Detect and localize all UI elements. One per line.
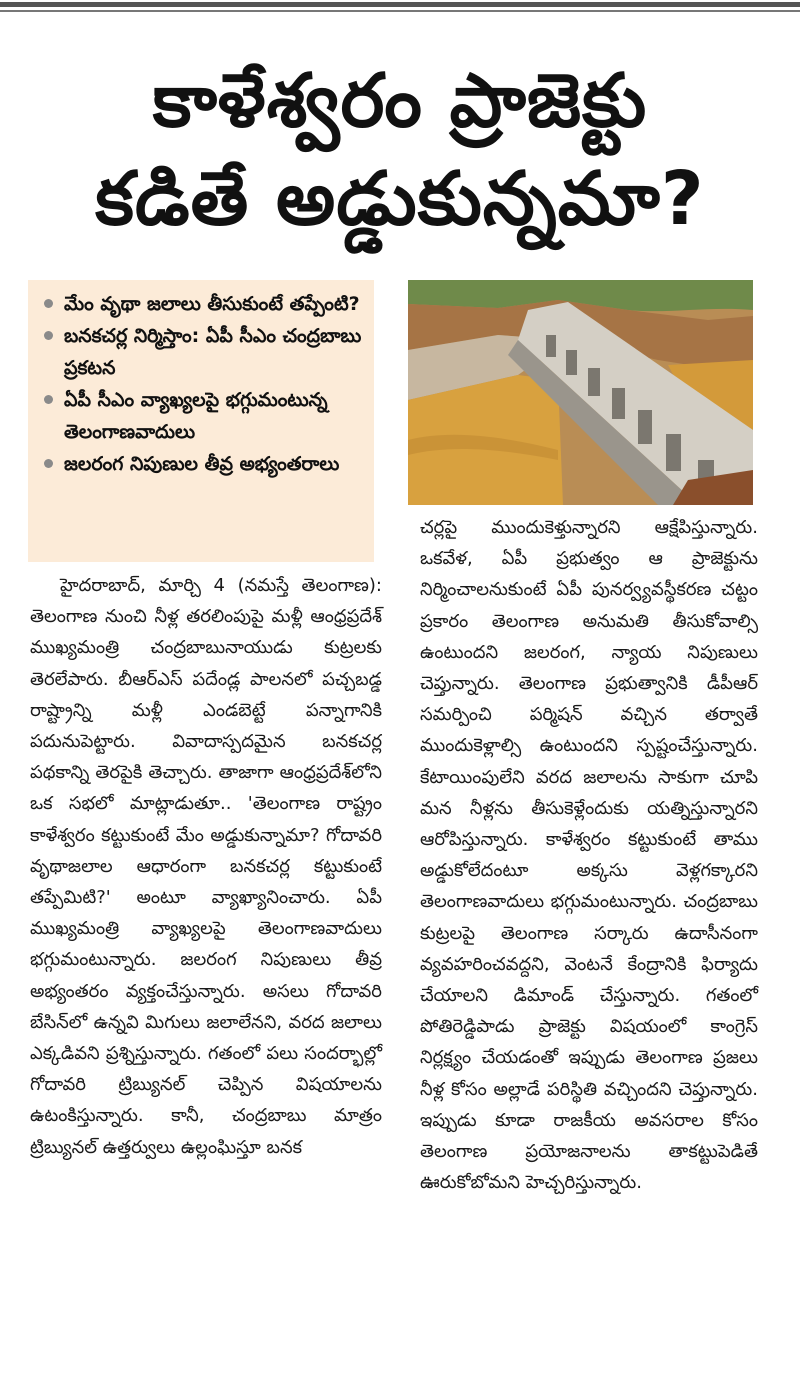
- bullet-icon: [44, 395, 53, 404]
- highlight-text: జలరంగ నిపుణుల తీవ్ర అభ్యంతరాలు: [64, 453, 340, 475]
- highlights-list: [40, 288, 364, 480]
- article-left-text: హైదరాబాద్, మార్చి 4 (నమస్తే తెలంగాణ): తెలంగాణ నుంచి నీళ్ల తరలింపుపై మళ్లీ ఆంధ్రప్రదేశ్ ముఖ్యమంత్రి చంద్రబాబునాయుడు కుట్రలకు తెరలేపారు. బీఆర్ఎస్ పదేండ్ల పాలనలో పచ్చబడ్డ రాష్ట్రాన్ని మళ్లీ ఎండబెట్టే పన్నాగానికి పదునుపెట్టారు. వివాదాస్పదమైన బనకచర్ల పథకాన్ని తెరపైకి తెచ్చారు. తాజాగా ఆంధ్రప్రదేశ్‌లోని ఒక సభలో మాట్లాడుతూ.. 'తెలంగాణ రాష్ట్రం కాళేశ్వరం కట్టుకుంటే మేం అడ్డుకున్నామా? గోదావరి వృథాజలాల ఆధారంగా బనకచర్ల కట్టుకుంటే తప్పేమిటి?' అంటూ వ్యాఖ్యానించారు. ఏపీ ముఖ్యమంత్రి వ్యాఖ్యలపై తెలంగాణవాదులు భగ్గుమంటున్నారు. జలరంగ నిపుణులు తీవ్ర అభ్యంతరం వ్యక్తంచేస్తున్నారు. అసలు గోదావరి బేసిన్‌లో ఉన్నవి మిగులు జలాలేనని, వరద జలాలు ఎక్కడివని ప్రశ్నిస్తున్నారు. గతంలో పలు సందర్భాల్లో గోదావరి ట్రిబ్యునల్ చెప్పిన విషయాలను ఉటంకిస్తున్నారు. కానీ, చంద్రబాబు మాత్రం ట్రిబ్యునల్ ఉత్తర్వులు ఉల్లంఘిస్తూ బనక: [30, 575, 382, 1158]
- bullet-icon: [44, 459, 53, 468]
- highlights-box: [28, 280, 374, 562]
- bullet-icon: [44, 331, 53, 340]
- dam-photo: [408, 280, 753, 505]
- article-right-text: చర్లపై ముందుకెళ్తున్నారని ఆక్షేపిస్తున్నారు. ఒకవేళ, ఏపీ ప్రభుత్వం ఆ ప్రాజెక్టును నిర్మించాలనుకుంటే ఏపీ పునర్వ్యవస్థీకరణ చట్టం ప్రకారం తెలంగాణ అనుమతి తీసుకోవాల్సి ఉంటుందని జలరంగ, న్యాయ నిపుణులు చెప్తున్నారు. తెలంగాణ ప్రభుత్వానికి డీపీఆర్ సమర్పించి పర్మిషన్ వచ్చిన తర్వాతే ముందుకెళ్లాల్సి ఉంటుందని స్పష్టంచేస్తున్నారు. కేటాయింపులేని వరద జలాలను సాకుగా చూపి మన నీళ్లను తీసుకెళ్లేందుకు యత్నిస్తున్నారని ఆరోపిస్తున్నారు. కాళేశ్వరం కట్టుకుంటే తాము అడ్డుకోలేదంటూ అక్కసు వెళ్లగక్కారని తెలంగాణవాదులు భగ్గుమంటున్నారు. చంద్రబాబు కుట్రలపై తెలంగాణ సర్కారు ఉదాసీనంగా వ్యవహరించవద్దని, వెంటనే కేంద్రానికి ఫిర్యాదు చేయాలని డిమాండ్ చేస్తున్నారు. గతంలో పోతిరెడ్డిపాడు ప్రాజెక్టు విషయంలో కాంగ్రెస్ నిర్లక్ష్యం చేయడంతో ఇప్పుడు తెలంగాణ ప్రజలు నీళ్ల కోసం అల్లాడే పరిస్థితి వచ్చిందని చెప్తున్నారు. ఇప్పుడు కూడా రాజకీయ అవసరాల కోసం తెలంగాణ ప్రయోజనాలను తాకట్టుపెడితే ఊరుకోబోమని హెచ్చరిస్తున్నారు.: [420, 517, 758, 1194]
- headline: [20, 52, 780, 248]
- highlight-text: మేం వృథా జలాలు తీసుకుంటే తప్పేంటి?: [64, 293, 360, 315]
- article-left-column: [30, 570, 382, 1163]
- top-rule: [0, 2, 800, 7]
- bullet-icon: [44, 299, 53, 308]
- highlight-item: [40, 320, 364, 384]
- highlight-item: [40, 384, 364, 448]
- dam-barrage-illustration: [408, 280, 753, 505]
- article-right-column: [420, 512, 758, 1198]
- highlight-item: [40, 448, 364, 480]
- headline-line-1: కాళేశ్వరం ప్రాజెక్టు: [152, 58, 648, 144]
- highlight-text: ఏపీ సీఎం వ్యాఖ్యలపై భగ్గుమంటున్న తెలంగాణవాదులు: [64, 389, 328, 443]
- headline-line-2: కడితే అడ్డుకున్నమా?: [95, 156, 705, 242]
- top-rule-thin: [0, 10, 800, 12]
- highlight-text: బనకచర్ల నిర్మిస్తాం: ఏపీ సీఎం చంద్రబాబు ప్రకటన: [64, 325, 362, 379]
- highlight-item: [40, 288, 364, 320]
